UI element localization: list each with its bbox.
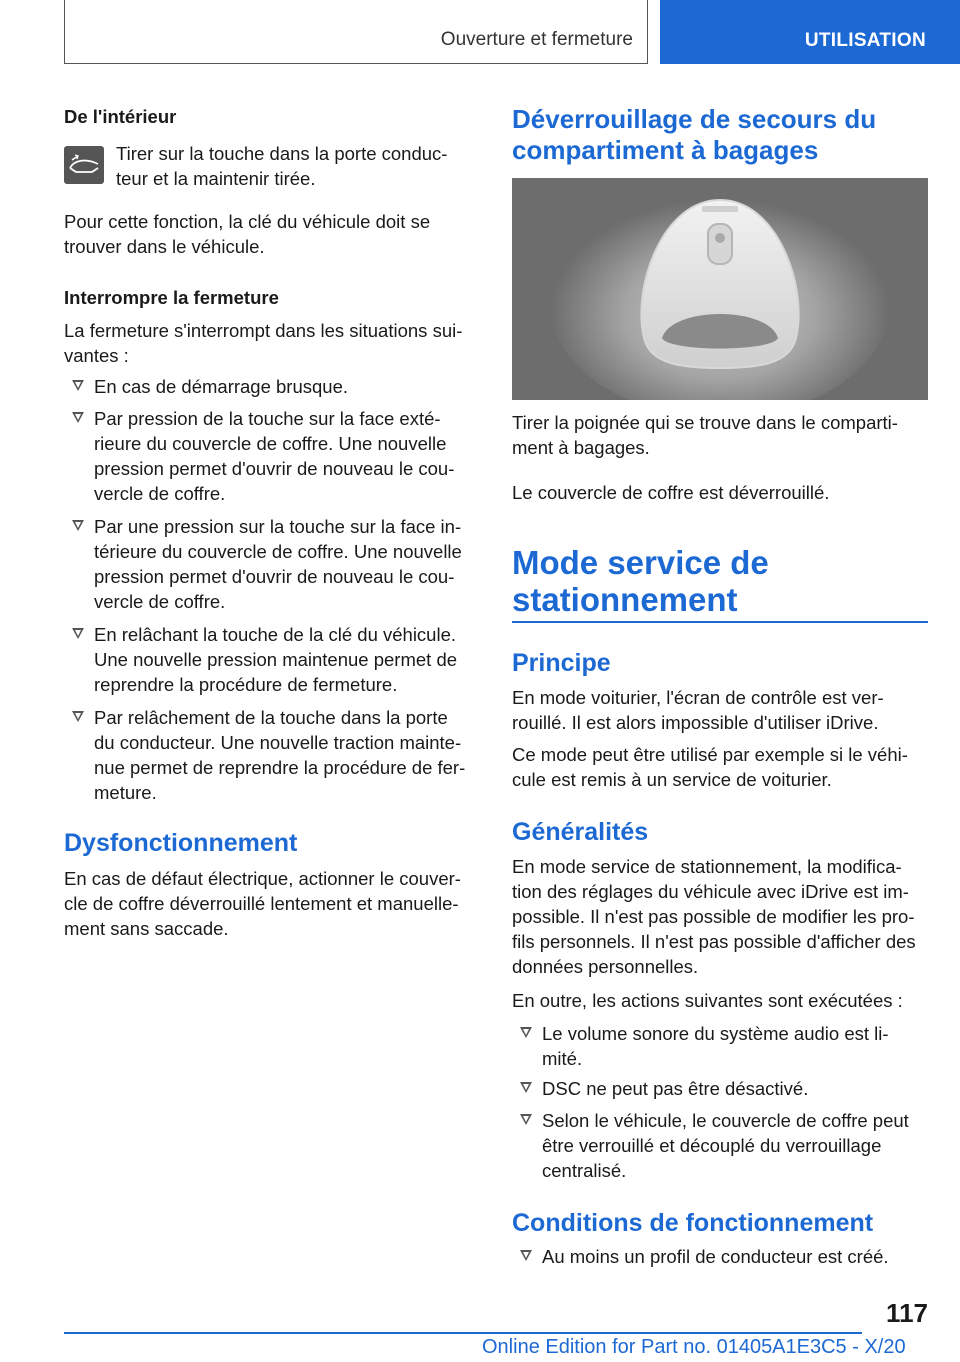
list-item: Au moins un profil de conducteur est créé. [512,1244,928,1269]
malfunction-heading: Dysfonctionnement [64,829,298,857]
emergency-text: Tirer la poignée qui se trouve dans le comparti- ment à bagages. [512,412,898,458]
principle-text: En mode voiturier, l'écran de contrôle est ver- rouillé. Il est alors impossible d'utiliser iDrive. [512,687,884,733]
triangle-bullet-icon [72,711,84,722]
interior-instruction: Tirer sur la touche dans la porte conduc- teur et la maintenir tirée. [116,143,448,189]
list-item: Le volume sonore du système audio est li- mité. [512,1021,928,1071]
key-note: Pour cette fonction, la clé du véhicule doit se trouver dans le véhicule. [64,211,431,257]
interrupt-intro: La fermeture s'interrompt dans les situations sui- vantes : [64,320,463,366]
edition-note: Online Edition for Part no. 01405A1E3C5 - X/20 [482,1336,906,1358]
mode-heading: Mode service de stationnement [512,544,769,618]
interior-heading: De l'intérieur [64,106,177,127]
triangle-bullet-icon [72,520,84,531]
list-item: Par relâchement de la touche dans la porte du conducteur. Une nouvelle traction mainte- nue permet de reprendre la procédure de fer- meture. [64,705,478,805]
list-item: En cas de démarrage brusque. [64,374,478,399]
interrupt-heading: Interrompre la fermeture [64,287,279,308]
triangle-bullet-icon [72,412,84,423]
general-actions-intro: En outre, les actions suivantes sont exécutées : [512,990,903,1011]
page-number: 117 [886,1298,928,1328]
footer-divider [64,1332,862,1334]
malfunction-text: En cas de défaut électrique, actionner le couver- cle de coffre déverrouillé lentement et manuelle- ment sans saccade. [64,868,461,939]
emergency-handle-photo [512,178,928,400]
triangle-bullet-icon [520,1250,532,1261]
header-chapter-tab [660,0,960,64]
general-heading: Généralités [512,818,649,846]
header-section-box [64,0,648,64]
emergency-heading: Déverrouillage de secours du compartiment à bagages [512,104,877,165]
conditions-heading: Conditions de fonctionnement [512,1209,874,1237]
list-item: Par une pression sur la touche sur la face in- térieure du couvercle de coffre. Une nouvelle pression permet d'ouvrir de nouveau le cou- vercle de coffre. [64,514,478,614]
list-item: Selon le véhicule, le couvercle de coffre peut être verrouillé et découplé du verrouillage centralisé. [512,1108,928,1183]
triangle-bullet-icon [520,1027,532,1038]
general-text: En mode service de stationnement, la modifica- tion des réglages du véhicule avec iDrive est im- possible. Il n'est pas possible de modifier les pro- fils personnels. Il n'est pas possible d'afficher des données personnelles. [512,856,916,977]
header-section-title: Ouverture et fermeture [440,29,633,50]
principle-heading: Principe [512,649,611,677]
list-item: Par pression de la touche sur la face exté- rieure du couvercle de coffre. Une nouvelle pression permet d'ouvrir de nouveau le cou- vercle de coffre. [64,406,478,506]
list-item: En relâchant la touche de la clé du véhicule. Une nouvelle pression maintenue permet de reprendre la procédure de fermeture. [64,622,478,697]
section-divider [512,621,928,623]
list-item: DSC ne peut pas être désactivé. [512,1076,928,1101]
tailgate-button-icon [64,146,104,184]
emergency-result: Le couvercle de coffre est déverrouillé. [512,482,830,503]
header-chapter-title: UTILISATION [804,30,926,51]
triangle-bullet-icon [520,1082,532,1093]
principle-example: Ce mode peut être utilisé par exemple si le véhi- cule est remis à un service de voiturier. [512,744,908,790]
triangle-bullet-icon [520,1114,532,1125]
triangle-bullet-icon [72,628,84,639]
triangle-bullet-icon [72,380,84,391]
